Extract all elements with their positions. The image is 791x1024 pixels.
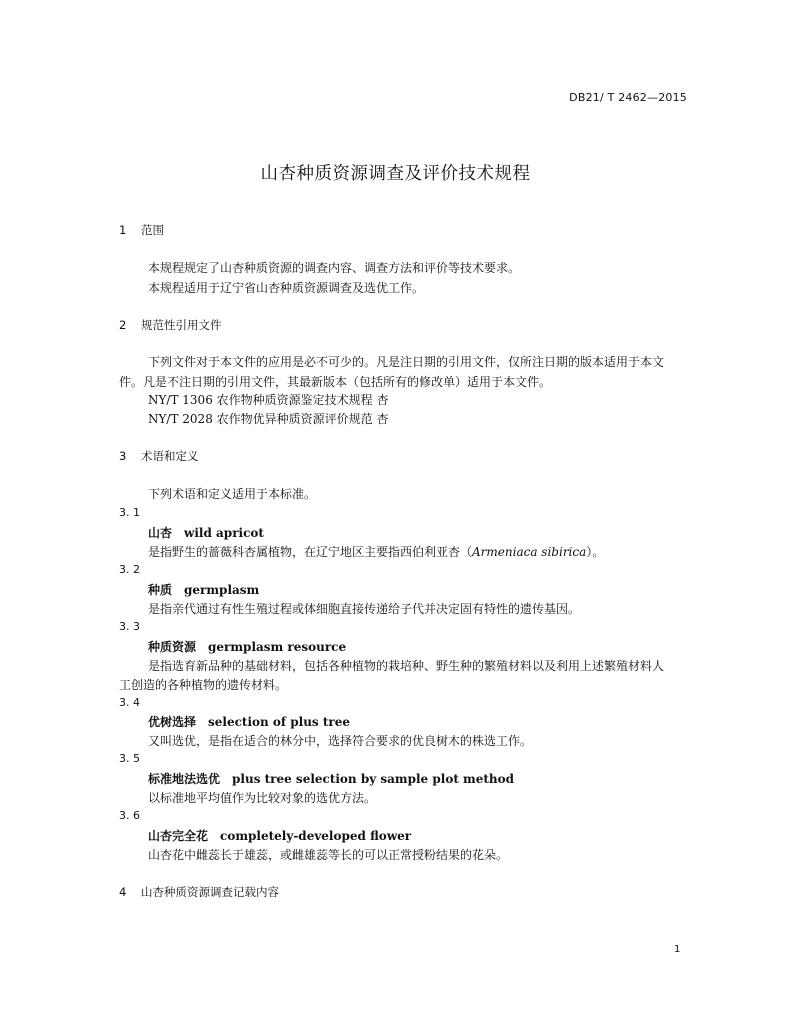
term-english: plus tree selection by sample plot method bbox=[232, 772, 515, 786]
term-number: 3. 1 bbox=[119, 506, 140, 519]
term-number: 3. 6 bbox=[119, 809, 140, 822]
term-definition: 是指选育新品种的基础材料，包括各种植物的栽培种、野生种的繁殖材料以及利用上述繁殖材料人 bbox=[148, 659, 665, 673]
term-definition-continuation: 工创造的各种植物的遗传材料。 bbox=[119, 678, 288, 692]
term-chinese: 种质 bbox=[148, 583, 173, 597]
term-definition: 山杏花中雌蕊长于雄蕊，或雌雄蕊等长的可以正常授粉结果的花朵。 bbox=[148, 848, 509, 862]
paragraph: 下列术语和定义适用于本标准。 bbox=[148, 487, 317, 501]
section-heading-normative-references bbox=[119, 317, 222, 333]
term-chinese: 标准地法选优 bbox=[148, 772, 221, 786]
section-title: 山杏种质资源调查记载内容 bbox=[141, 885, 279, 899]
term-definition: 是指亲代通过有性生殖过程或体细胞直接传递给子代并决定固有特性的遗传基因。 bbox=[148, 602, 581, 616]
section-title: 规范性引用文件 bbox=[141, 318, 222, 332]
term-english: germplasm resource bbox=[208, 640, 347, 654]
term-chinese: 山杏 bbox=[148, 526, 173, 540]
definition-text: 是指野生的蔷薇科杏属植物，在辽宁地区主要指西伯利亚杏（ bbox=[148, 545, 473, 559]
term-chinese: 山杏完全花 bbox=[148, 829, 209, 843]
term-entry bbox=[148, 524, 264, 541]
term-entry bbox=[148, 827, 411, 844]
section-heading-terms bbox=[119, 448, 199, 464]
term-english: germplasm bbox=[184, 583, 260, 597]
term-english: selection of plus tree bbox=[208, 715, 350, 729]
term-chinese: 优树选择 bbox=[148, 715, 197, 729]
term-entry bbox=[148, 581, 259, 598]
term-number: 3. 4 bbox=[119, 696, 140, 709]
definition-text: ）。 bbox=[586, 545, 605, 559]
scientific-name: Armeniaca sibirica bbox=[472, 545, 587, 559]
section-heading-scope bbox=[119, 222, 164, 238]
section-number: 4 bbox=[119, 885, 127, 899]
reference-item: NY/T 2028 农作物优异种质资源评价规范 杏 bbox=[148, 412, 389, 426]
section-number: 1 bbox=[119, 223, 127, 237]
section-number: 3 bbox=[119, 449, 127, 463]
term-entry bbox=[148, 770, 514, 787]
document-title: 山杏种质资源调查及评价技术规程 bbox=[260, 164, 531, 184]
section-heading-survey-content bbox=[119, 884, 279, 900]
term-definition: 又叫选优，是指在适合的林分中，选择符合要求的优良树木的株选工作。 bbox=[148, 734, 533, 748]
section-title: 术语和定义 bbox=[141, 449, 199, 463]
section-number: 2 bbox=[119, 318, 127, 332]
term-english: completely-developed flower bbox=[220, 829, 412, 843]
section-title: 范围 bbox=[141, 223, 164, 237]
term-english: wild apricot bbox=[184, 526, 264, 540]
term-chinese: 种质资源 bbox=[148, 640, 197, 654]
paragraph: 本规程规定了山杏种质资源的调查内容、调查方法和评价等技术要求。 bbox=[148, 261, 521, 275]
term-entry bbox=[148, 638, 346, 655]
page-number: 1 bbox=[674, 944, 681, 955]
standard-code: DB21/ T 2462—2015 bbox=[569, 91, 687, 104]
term-number: 3. 3 bbox=[119, 620, 140, 633]
paragraph: 本规程适用于辽宁省山杏种质资源调查及选优工作。 bbox=[148, 281, 425, 295]
term-number: 3. 5 bbox=[119, 752, 140, 765]
paragraph: 下列文件对于本文件的应用是必不可少的。凡是注日期的引用文件，仅所注日期的版本适用于本文 bbox=[148, 355, 665, 369]
term-number: 3. 2 bbox=[119, 563, 140, 576]
reference-item: NY/T 1306 农作物种质资源鉴定技术规程 杏 bbox=[148, 393, 389, 407]
term-definition bbox=[148, 543, 604, 560]
paragraph-continuation: 件。凡是不注日期的引用文件，其最新版本（包括所有的修改单）适用于本文件。 bbox=[119, 375, 552, 389]
term-entry bbox=[148, 713, 350, 730]
term-definition: 以标准地平均值作为比较对象的选优方法。 bbox=[148, 791, 377, 805]
